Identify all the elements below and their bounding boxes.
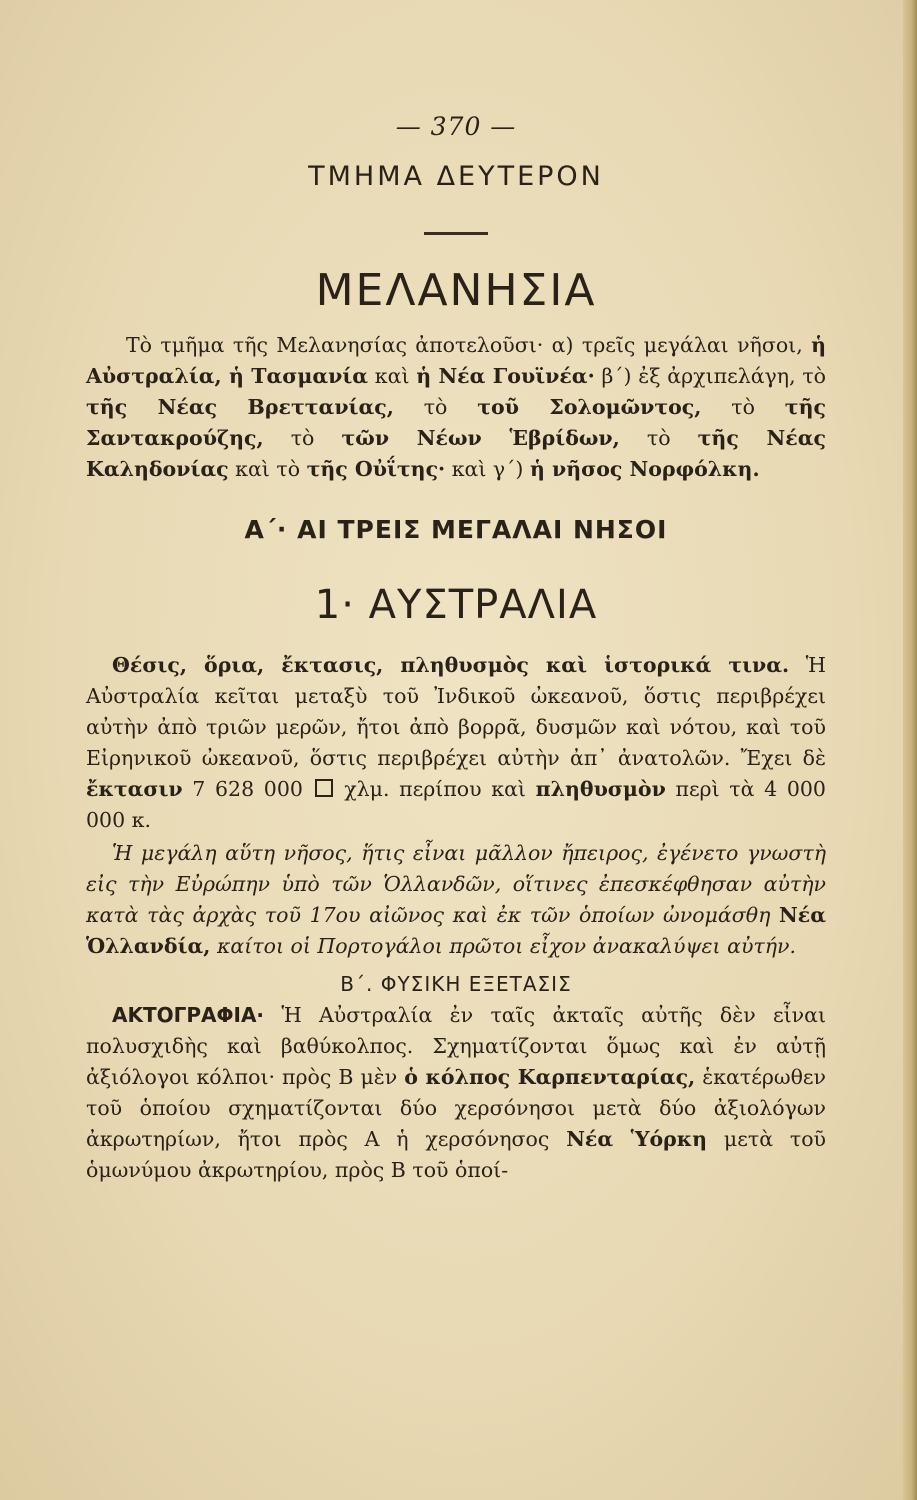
coast-text: ἑκατέρωθεν τοῦ ὁποίου σχηματίζονται δύο χερσόνησοι μετὰ δύο ἀξιολόγων ἀκρωτηρίων, ἤτοι πρὸς Α ἡ χερσόνησος (86, 1065, 827, 1151)
intro-bold: τῆς Οὐΐτης· (306, 457, 446, 481)
intro-text: καὶ γ΄) (445, 457, 530, 481)
intro-bold: ἡ Νέα Γουϊνέα· (416, 364, 595, 388)
document-body (86, 100, 826, 1186)
position-text: χλμ. περίπου καὶ (334, 777, 536, 801)
intro-bold: τῆς Νέας Βρεττανίας, (86, 395, 394, 419)
position-label: Θέσις, ὅρια, ἔκτασις, πληθυσμὸς καὶ ἱστορικά τινα. (112, 653, 790, 677)
intro-bold: τοῦ Σολομῶντος, (477, 395, 702, 419)
subsection-heading-a: Α΄· ΑΙ ΤΡΕΙΣ ΜΕΓΑΛΑΙ ΝΗΣΟΙ (244, 515, 668, 544)
history-text: Ἡ μεγάλη αὕτη νῆσος, ἥτις εἶναι μᾶλλον ἤπειρος, ἐγένετο γνωστὴ εἰς τὴν Εὐρώπην ὑπὸ τῶν Ὁλλανδῶν, οἵτινες ἐπεσκέφθησαν αὐτὴν κατὰ τὰς ἀρχὰς τοῦ 17ου αἰῶνος καὶ ἐκ τῶν ὁποίων ὠνομάσθη (86, 841, 826, 927)
chapter-heading: 1· ΑΥΣΤΡΑΛΙΑ (314, 582, 598, 628)
intro-bold: τῆς Νέας Καληδονίας (86, 426, 826, 481)
subsection-heading-b: Β΄. ΦΥΣΙΚΗ ΕΞΕΤΑΣΙΣ (340, 972, 572, 996)
intro-text: καὶ τὸ (228, 457, 307, 481)
history-bold: Νέα Ὁλλανδία, (86, 903, 826, 958)
history-paragraph (86, 838, 826, 962)
intro-bold: ἡ νῆσος Νορφόλκη. (529, 457, 760, 481)
intro-text: τὸ (263, 426, 342, 450)
history-text: καίτοι οἱ Πορτογάλοι πρῶτοι εἶχον ἀνακαλύψει αὐτήν. (210, 934, 797, 958)
coast-bold: Νέα Ὑόρκη (566, 1127, 708, 1151)
page-title: ΜΕΛΑΝΗΣΙΑ (315, 265, 597, 316)
intro-paragraph (86, 330, 826, 485)
coast-label: ΑΚΤΟΓΡΑΦΙΑ· (112, 1003, 265, 1027)
position-text: 7 628 000 (182, 777, 313, 801)
section-heading: ΤΜΗΜΑ ΔΕΥΤΕΡΟΝ (308, 161, 604, 192)
intro-text: τὸ (701, 395, 785, 419)
coast-text: μετὰ τοῦ ὁμωνύμου ἀκρωτηρίου, πρὸς Β τοῦ ὁποί- (86, 1127, 827, 1182)
coast-text: Ἡ Αὐστραλία ἐν ταῖς ἀκταῖς αὐτῆς δὲν εἶναι πολυσχιδὴς καὶ βαθύκολπος. Σχηματίζονται ὅμως καὶ ἐν αὐτῇ ἀξιόλογοι κόλποι· πρὸς Β μὲν (86, 1003, 826, 1089)
intro-text: β΄) ἐξ ἀρχιπελάγη, τὸ (594, 364, 826, 388)
divider-rule (424, 232, 488, 235)
intro-bold: τῆς Σαντακρούζης, (86, 395, 826, 450)
position-bold: πληθυσμὸν (535, 777, 666, 801)
intro-text: τὸ (619, 426, 698, 450)
page-number: — 370 — (395, 112, 517, 141)
intro-bold: τῶν Νέων Ἑβρίδων, (341, 426, 620, 450)
intro-text: Τὸ τμῆμα τῆς Μελανησίας ἀποτελοῦσι· α) τρεῖς μεγάλαι νῆσοι, (126, 333, 812, 357)
intro-text: καὶ (368, 364, 417, 388)
coast-bold: ὁ κόλπος Καρπενταρίας, (404, 1065, 696, 1089)
intro-text: τὸ (393, 395, 478, 419)
square-symbol-icon (315, 779, 333, 797)
coast-paragraph (86, 1000, 826, 1186)
intro-bold: ἡ Αὐστραλία, ἡ Τασμανία (86, 333, 826, 388)
position-paragraph (86, 650, 826, 836)
position-bold: ἔκτασιν (86, 777, 183, 801)
position-text: Ἡ Αὐστραλία κεῖται μεταξὺ τοῦ Ἰνδικοῦ ὠκεανοῦ, ὅστις περιβρέχει αὐτὴν ἀπὸ τριῶν μερῶν, ἤτοι ἀπὸ βορρᾶ, δυσμῶν καὶ νότου, καὶ τοῦ Εἰρηνικοῦ ὠκεανοῦ, ὅστις περιβρέχει αὐτὴν ἀπ᾽ ἀνατολῶν. Ἔχει δὲ (86, 653, 827, 770)
page-edge (903, 0, 917, 1500)
position-text: περὶ τὰ 4 000 000 κ. (86, 777, 826, 832)
